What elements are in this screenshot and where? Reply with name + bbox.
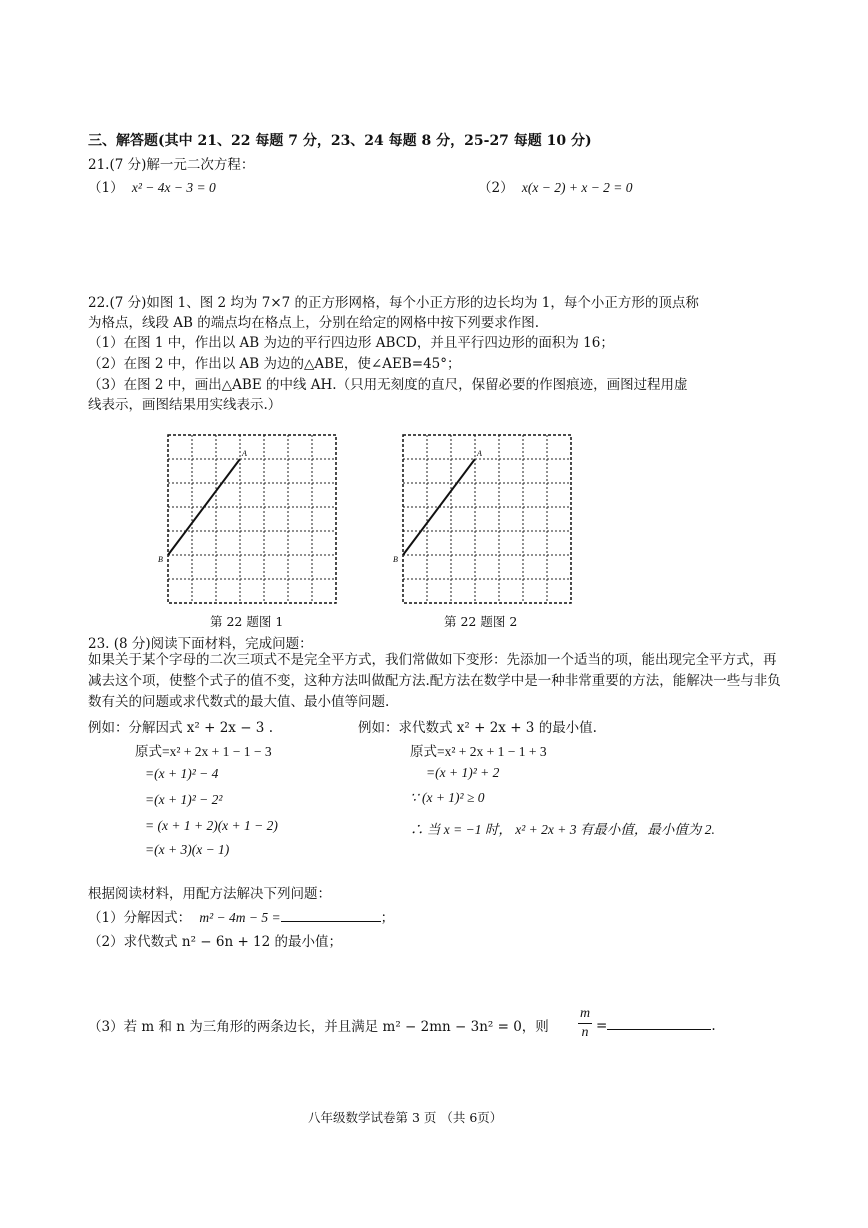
task1-label: （1）分解因式：	[88, 910, 192, 926]
example2-step: ∴ 当 x = −1 时， x² + 2x + 3 有最小值，最小值为 2.	[410, 822, 715, 837]
grid-border-1	[168, 435, 336, 603]
task3-numerator: m	[579, 1006, 591, 1021]
task-intro: 根据阅读材料，用配方法解决下列问题：	[88, 886, 331, 902]
example1-step: =(x + 1)² − 2²	[145, 792, 223, 807]
task1-end: ；	[380, 910, 395, 926]
example1-title: 例如：分解因式 x² + 2x − 3 .	[88, 720, 273, 736]
example1-step: 原式=x² + 2x + 1 − 1 − 3	[135, 744, 272, 759]
example2-step: =(x + 1)² + 2	[426, 765, 500, 780]
example2-title: 例如：求代数式 x² + 2x + 3 的最小值.	[358, 720, 597, 736]
section-title: 三、解答题(其中 21、22 每题 7 分，23、24 每题 8 分，25-27 每题 10 分)	[88, 133, 592, 149]
point-a-label-2: A	[477, 449, 482, 458]
task3-answer	[596, 1015, 716, 1034]
fig2-caption: 第 22 题图 2	[444, 614, 518, 629]
grid-figure-2	[385, 428, 575, 610]
task3-answer-blank[interactable]	[607, 1015, 711, 1030]
example1-step: = (x + 1 + 2)(x + 1 − 2)	[145, 818, 278, 833]
grid-lines-1	[168, 435, 336, 603]
q21-part1	[88, 176, 216, 196]
q22-line5: （3）在图 2 中，画出△ABE 的中线 AH.（只用无刻度的直尺，保留必要的作图痕迹，画图过程用虚	[88, 377, 688, 393]
grid-lines-2	[403, 435, 571, 603]
task3	[88, 1015, 549, 1035]
example2-step: 原式=x² + 2x + 1 − 1 + 3	[410, 744, 547, 759]
q21-part2	[478, 176, 633, 196]
task1-answer-blank[interactable]	[281, 907, 381, 922]
q21-part2-label: （2）	[478, 180, 514, 196]
task3-text: （3）若 m 和 n 为三角形的两条边长，并且满足 m² − 2mn − 3n² = 0，则	[88, 1019, 549, 1035]
example1-step: =(x + 3)(x − 1)	[145, 842, 230, 857]
q22-line4: （2）在图 2 中，作出以 AB 为边的△ABE，使∠AEB=45°；	[88, 356, 461, 372]
q22-line2: 为格点，线段 AB 的端点均在格点上，分别在给定的网格中按下列要求作图.	[88, 315, 540, 331]
task3-denominator: n	[581, 1025, 589, 1040]
grid-figure-1	[150, 428, 340, 610]
task3-fraction	[578, 1006, 592, 1041]
q21-part1-label: （1）	[88, 180, 124, 196]
q21-part2-expr: x(x − 2) + x − 2 = 0	[521, 180, 633, 195]
q21-part1-expr: x² − 4x − 3 = 0	[131, 180, 216, 195]
fig1-caption: 第 22 题图 1	[210, 614, 284, 629]
example1-step: =(x + 1)² − 4	[145, 766, 219, 781]
q22-line1: 22.(7 分)如图 1、图 2 均为 7×7 的正方形网格，每个小正方形的边长均为 1，每个小正方形的顶点称	[88, 295, 699, 311]
point-b-label-2: B	[393, 555, 398, 564]
fraction-bar	[578, 1023, 592, 1024]
example2-step: ∵ (x + 1)² ≥ 0	[410, 790, 485, 805]
point-b-label-1: B	[158, 555, 163, 564]
q21-stem: 21.(7 分)解一元二次方程：	[88, 157, 255, 173]
q22-line3: （1）在图 1 中，作出以 AB 为边的平行四边形 ABCD，并且平行四边形的面积为 16；	[88, 335, 614, 351]
page-footer: 八年级数学试卷第 3 页 （共 6页）	[308, 1110, 503, 1125]
task2: （2）求代数式 n² − 6n + 12 的最小值；	[88, 934, 343, 950]
task3-end: .	[711, 1018, 716, 1034]
point-a-label-1: A	[242, 449, 247, 458]
grid-border-2	[403, 435, 571, 603]
q23-stem: 23. (8 分)阅读下面材料，完成问题：	[88, 636, 313, 652]
task1-expr: m² − 4m − 5 =	[199, 910, 281, 925]
q23-intro: 如果关于某个字母的二次三项式不是完全平方式，我们常做如下变形：先添加一个适当的项，能出现完全平方式，再减去这个项，使整个式子的值不变，这种方法叫做配方法.配方法在数学中是一种非常重要的方法，能解决一些与非负数有关的问题或求代数式的最大值、最小值等问题.	[88, 652, 781, 710]
task1	[88, 906, 394, 926]
task3-eq: =	[596, 1018, 608, 1034]
q22-line6: 线表示，画图结果用实线表示.）	[88, 397, 282, 413]
